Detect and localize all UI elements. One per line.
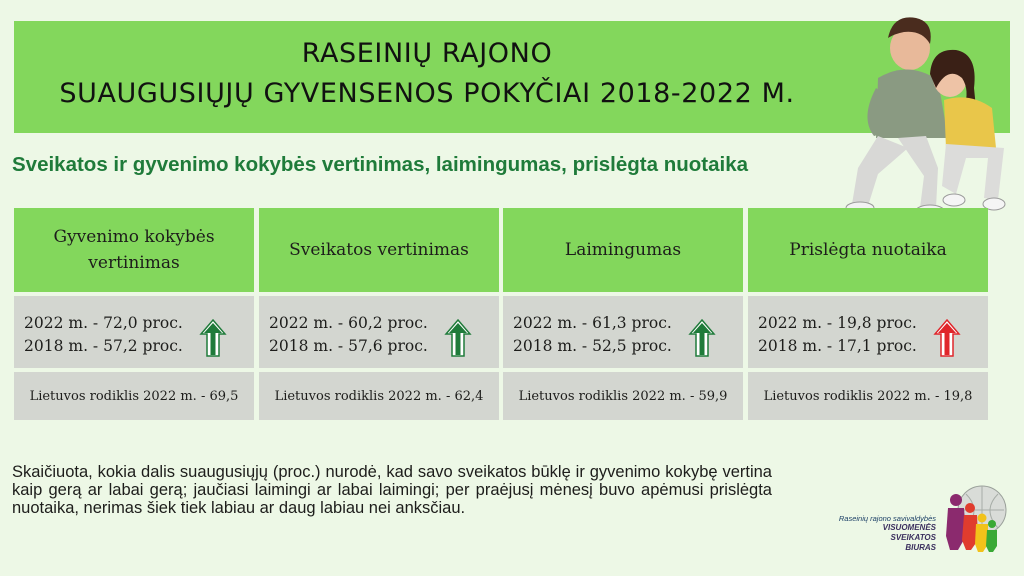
- value-2022: 2022 m. - 19,8 proc.: [758, 314, 917, 332]
- value-2018: 2018 m. - 52,5 proc.: [513, 337, 672, 355]
- title-line-2: SUAUGUSIŲJŲ GYVENSENOS POKYČIAI 2018-2022 M.: [59, 78, 795, 109]
- national-indicator: Lietuvos rodiklis 2022 m. - 69,5: [14, 372, 254, 420]
- value-2018: 2018 m. - 57,6 proc.: [269, 337, 428, 355]
- bureau-line-1: Raseinių rajono savivaldybės: [838, 514, 936, 523]
- value-2022: 2022 m. - 61,3 proc.: [513, 314, 672, 332]
- indicator-title: Prislėgta nuotaika: [748, 208, 988, 292]
- section-subtitle: Sveikatos ir gyvenimo kokybės vertinimas, laimingumas, prislėgta nuotaika: [12, 153, 748, 176]
- title-line-1: RASEINIŲ RAJONO: [301, 38, 553, 69]
- indicator-card: [14, 208, 254, 420]
- national-indicator: Lietuvos rodiklis 2022 m. - 19,8: [748, 372, 988, 420]
- arrow-up-icon: [932, 318, 962, 358]
- footnote: Skaičiuota, kokia dalis suaugusiųjų (proc.) nurodė, kad savo sveikatos būklę ir gyvenimo kokybę vertina kaip gerą ar labai gerą; jaučiasi laimingi ar labai laimingi; per praėjusį mėnesį buvo apėmusi prislėgta nuotaika, nerimas šiek tiek labiau ar daug labiau nei anksčiau.: [12, 463, 772, 517]
- indicator-title: Laimingumas: [503, 208, 743, 292]
- bureau-logo: [936, 480, 1010, 554]
- couple-illustration: [838, 8, 1018, 220]
- arrow-up-icon: [443, 318, 473, 358]
- indicator-values: [259, 296, 499, 368]
- indicator-card: [503, 208, 743, 420]
- indicator-title: Gyvenimo kokybės vertinimas: [14, 208, 254, 292]
- arrow-up-icon: [687, 318, 717, 358]
- bureau-line-2: VISUOMENĖS: [882, 523, 936, 532]
- bureau-line-3: SVEIKATOS: [890, 533, 936, 542]
- arrow-up-icon: [198, 318, 228, 358]
- indicator-values: [14, 296, 254, 368]
- indicator-title: Sveikatos vertinimas: [259, 208, 499, 292]
- national-indicator: Lietuvos rodiklis 2022 m. - 59,9: [503, 372, 743, 420]
- page-title: [14, 34, 840, 114]
- value-2022: 2022 m. - 60,2 proc.: [269, 314, 428, 332]
- bureau-line-4: BIURAS: [905, 543, 936, 552]
- indicator-values: [503, 296, 743, 368]
- value-2018: 2018 m. - 57,2 proc.: [24, 337, 183, 355]
- bureau-name: [808, 514, 936, 553]
- indicator-card: [748, 208, 988, 420]
- national-indicator: Lietuvos rodiklis 2022 m. - 62,4: [259, 372, 499, 420]
- value-2018: 2018 m. - 17,1 proc.: [758, 337, 917, 355]
- value-2022: 2022 m. - 72,0 proc.: [24, 314, 183, 332]
- indicator-card: [259, 208, 499, 420]
- indicator-values: [748, 296, 988, 368]
